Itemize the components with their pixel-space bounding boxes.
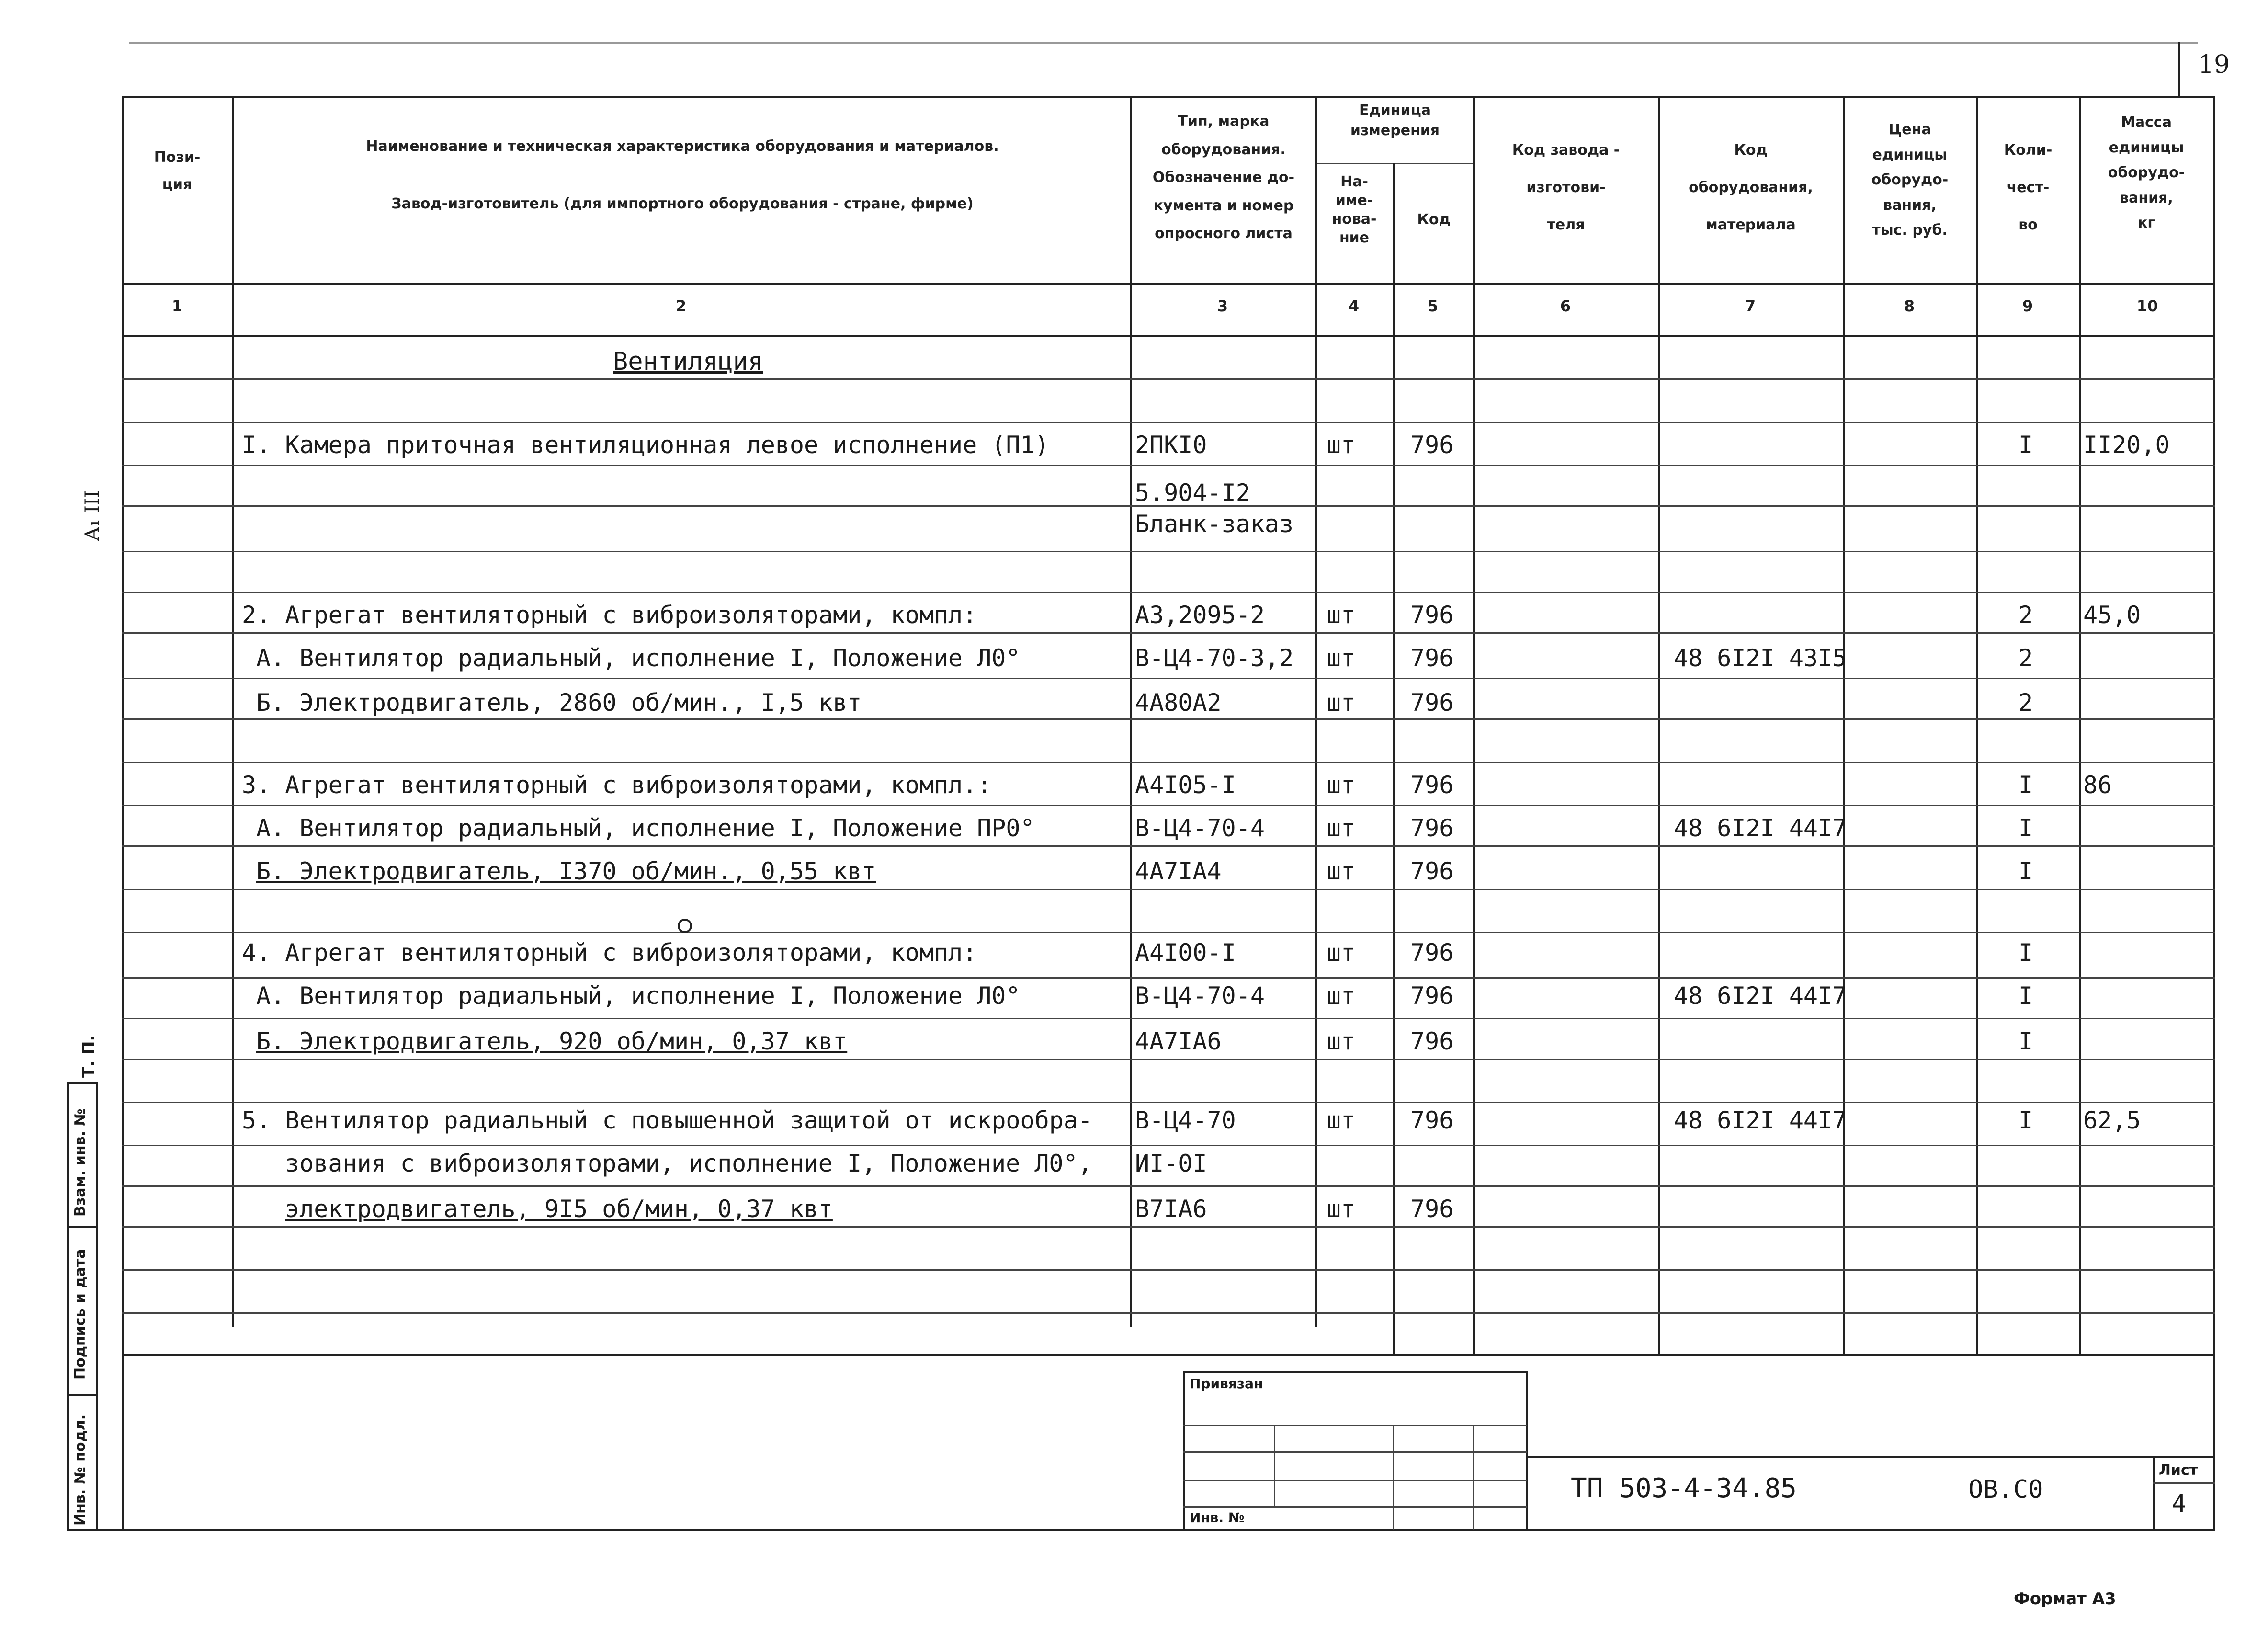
header-unit-name: На- име- нова- ние: [1332, 173, 1377, 246]
item-unit: шт: [1327, 601, 1356, 629]
row-line: [122, 1185, 2215, 1187]
column-number: 8: [1904, 297, 1915, 315]
header-unit-code: Код: [1417, 211, 1451, 228]
sheet-box-left: [2153, 1456, 2155, 1530]
sheet-number: 19: [2198, 50, 2230, 79]
top-edge-line: [129, 42, 2198, 44]
row-line: [122, 1018, 2215, 1019]
stamp-replaced-inv: Взам. инв. №: [72, 1108, 89, 1217]
header-position: Пози- ция: [154, 149, 201, 193]
column-number: 3: [1217, 297, 1228, 315]
item-type: ИI-0I: [1135, 1150, 1207, 1177]
item-unit: шт: [1327, 1027, 1356, 1055]
item-quantity: I: [2019, 814, 2033, 842]
item-unit: шт: [1327, 1195, 1356, 1223]
item-unit: шт: [1327, 857, 1356, 885]
item-quantity: 2: [2019, 689, 2033, 717]
row-line: [122, 592, 2215, 593]
row-line: [122, 1312, 2215, 1314]
item-quantity: 2: [2019, 601, 2033, 629]
col-divider-3: [1315, 96, 1317, 1327]
row-line: [122, 1269, 2215, 1271]
item-name: зования с виброизоляторами, исполнение I, Положение Л0°,: [285, 1150, 1092, 1177]
table-bottom-border: [67, 1529, 2215, 1531]
binding-col-1: [1274, 1425, 1275, 1506]
col-divider-8: [1976, 96, 1978, 1356]
item-unit: шт: [1327, 689, 1356, 717]
row-line: [122, 465, 2215, 466]
item-quantity: I: [2019, 1027, 2033, 1055]
item-name: Б. Электродвигатель, 2860 об/мин., I,5 квт: [256, 689, 862, 717]
binding-col-3: [1473, 1425, 1474, 1530]
binding-col-2: [1393, 1425, 1394, 1530]
item-type: В7IА6: [1135, 1195, 1207, 1223]
item-unit-code: 796: [1410, 982, 1454, 1010]
document-code: ТП 503-4-34.85: [1571, 1473, 1797, 1504]
format-label: Формат А3: [2014, 1589, 2116, 1608]
row-line: [122, 1059, 2215, 1060]
col-divider-6: [1658, 96, 1660, 1356]
row-line: [122, 977, 2215, 979]
row-line: [122, 805, 2215, 806]
item-name: 5. Вентилятор радиальный с повышенной защитой от искрообра-: [242, 1106, 1093, 1134]
item-unit-code: 796: [1410, 601, 1454, 629]
item-mass: 86: [2083, 771, 2112, 799]
item-unit: шт: [1327, 431, 1356, 459]
item-name: А. Вентилятор радиальный, исполнение I, Положение ПР0°: [256, 814, 1035, 842]
table-right-border: [2213, 96, 2215, 1530]
col-divider-9: [2079, 96, 2081, 1356]
row-line: [122, 845, 2215, 847]
item-unit-code: 796: [1410, 1195, 1454, 1223]
item-unit-code: 796: [1410, 939, 1454, 967]
item-name: А. Вентилятор радиальный, исполнение I, Положение Л0°: [256, 982, 1021, 1010]
sheet-number-divider: [2178, 42, 2180, 97]
item-unit-code: 796: [1410, 814, 1454, 842]
header-quantity: Коли- чест- во: [2004, 142, 2053, 233]
item-unit: шт: [1327, 1106, 1356, 1134]
body-bottom-line: [122, 1354, 2215, 1356]
item-quantity: I: [2019, 939, 2033, 967]
item-mass: 45,0: [2083, 601, 2141, 629]
row-line: [122, 1102, 2215, 1103]
stamp-signature-date: Подпись и дата: [72, 1249, 89, 1379]
item-name: Б. Электродвигатель, I370 об/мин., 0,55 квт: [256, 857, 876, 885]
item-quantity: 2: [2019, 644, 2033, 672]
section-code: ОВ.С0: [1968, 1475, 2043, 1504]
column-number: 2: [675, 297, 687, 315]
col-divider-5: [1473, 96, 1475, 1356]
stamp-line-2: [67, 1394, 98, 1396]
item-name: электродвигатель, 9I5 об/мин, 0,37 квт: [285, 1195, 833, 1223]
binding-row-3: [1183, 1480, 1527, 1481]
binding-box-top: [1183, 1371, 1527, 1373]
item-type: 4А7IА4: [1135, 857, 1222, 885]
col-divider-7: [1843, 96, 1845, 1356]
item-quantity: I: [2019, 857, 2033, 885]
row-line: [122, 1226, 2215, 1228]
stamp-inv-podl: Инв. № подл.: [72, 1414, 89, 1526]
item-equipment-code: 48 6I2I 43I5: [1674, 644, 1847, 672]
item-quantity: I: [2019, 771, 2033, 799]
item-unit: шт: [1327, 771, 1356, 799]
item-type: 4А80А2: [1135, 689, 1222, 717]
header-price: Цена единицы оборудо- вания, тыс. руб.: [1871, 121, 1949, 239]
item-unit-code: 796: [1410, 857, 1454, 885]
column-number: 6: [1560, 297, 1571, 315]
header-name-line2: Завод-изготовитель (для импортного оборудования - стране, фирме): [391, 195, 974, 212]
column-number: 10: [2136, 297, 2158, 315]
table-left-border: [122, 96, 124, 1530]
sheet-number-value: 4: [2172, 1490, 2187, 1517]
section-title: Вентиляция: [613, 347, 763, 376]
item-unit-code: 796: [1410, 689, 1454, 717]
item-equipment-code: 48 6I2I 44I7: [1674, 814, 1847, 842]
stamp-line-1: [67, 1226, 98, 1228]
item-unit-code: 796: [1410, 644, 1454, 672]
row-line: [122, 422, 2215, 423]
header-bottom-line: [122, 283, 2215, 285]
column-number: 1: [171, 297, 183, 315]
row-line: [122, 718, 2215, 720]
sheet-box-mid: [2153, 1482, 2215, 1484]
stamp-left-border: [67, 1082, 69, 1530]
row-line: [122, 889, 2215, 890]
ink-circle-mark: [678, 919, 692, 933]
margin-mark: А₁ III: [81, 490, 103, 541]
row-line: [122, 551, 2215, 552]
row-line: [122, 632, 2215, 634]
row-line: [122, 378, 2215, 380]
item-name: 3. Агрегат вентиляторный с виброизоляторами, компл.:: [242, 771, 992, 799]
item-unit: шт: [1327, 939, 1356, 967]
sheet-label: Лист: [2159, 1462, 2198, 1479]
item-quantity: I: [2019, 431, 2033, 459]
item-mass: 62,5: [2083, 1106, 2141, 1134]
stamp-inner-border: [96, 1082, 98, 1530]
item-quantity: I: [2019, 1106, 2033, 1134]
item-type: В-Ц4-70-4: [1135, 814, 1265, 842]
item-type: А3,2095-2: [1135, 601, 1265, 629]
stamp-tp: Т. П.: [79, 1035, 98, 1078]
header-mass: Масса единицы оборудо- вания, кг: [2108, 114, 2185, 231]
column-number: 7: [1745, 297, 1756, 315]
item-unit-code: 796: [1410, 431, 1454, 459]
item-type: В-Ц4-70-3,2: [1135, 644, 1294, 672]
item-type: 5.904-I2: [1135, 479, 1250, 507]
item-unit: шт: [1327, 644, 1356, 672]
item-type: В-Ц4-70: [1135, 1106, 1236, 1134]
header-name-line1: Наименование и техническая характеристика оборудования и материалов.: [366, 138, 999, 155]
binding-row-2: [1183, 1451, 1527, 1453]
col-divider-2: [1130, 96, 1132, 1327]
stamp-top-line: [67, 1082, 98, 1084]
item-type: В-Ц4-70-4: [1135, 982, 1265, 1010]
column-number: 5: [1427, 297, 1439, 315]
row-line: [122, 932, 2215, 933]
item-unit: шт: [1327, 814, 1356, 842]
inventory-label: Инв. №: [1190, 1510, 1245, 1526]
col-divider-1: [232, 96, 234, 1327]
binding-label: Привязан: [1190, 1376, 1263, 1391]
header-type: Тип, марка оборудования. Обозначение до- кумента и номер опросного листа: [1152, 113, 1295, 242]
item-quantity: I: [2019, 982, 2033, 1010]
item-type: Бланк-заказ: [1135, 510, 1294, 538]
header-unit: Единица измерения: [1350, 102, 1440, 139]
item-equipment-code: 48 6I2I 44I7: [1674, 1106, 1847, 1134]
item-unit-code: 796: [1410, 1027, 1454, 1055]
item-type: 4А7IА6: [1135, 1027, 1222, 1055]
table-top-border: [122, 96, 2215, 98]
item-unit-code: 796: [1410, 1106, 1454, 1134]
title-top-line: [1526, 1456, 2215, 1458]
item-name: I. Камера приточная вентиляционная левое исполнение (П1): [242, 431, 1049, 459]
item-type: 2ПКI0: [1135, 431, 1207, 459]
item-name: А. Вентилятор радиальный, исполнение I, Положение Л0°: [256, 644, 1021, 672]
row-line: [122, 1145, 2215, 1146]
item-unit: шт: [1327, 982, 1356, 1010]
col-divider-4: [1393, 163, 1395, 1356]
item-name: 4. Агрегат вентиляторный с виброизоляторами, компл:: [242, 939, 977, 967]
column-number: 9: [2022, 297, 2033, 315]
row-line: [122, 762, 2215, 763]
header-equipment-code: Код оборудования, материала: [1689, 142, 1813, 233]
item-name: 2. Агрегат вентиляторный с виброизоляторами, компл:: [242, 601, 977, 629]
header-factory-code: Код завода - изготови- теля: [1512, 142, 1620, 233]
binding-row-1: [1183, 1425, 1527, 1426]
item-type: А4I00-I: [1135, 939, 1236, 967]
item-name: Б. Электродвигатель, 920 об/мин, 0,37 квт: [256, 1027, 848, 1055]
item-equipment-code: 48 6I2I 44I7: [1674, 982, 1847, 1010]
column-number-line: [122, 335, 2215, 337]
binding-row-4: [1183, 1506, 1527, 1508]
column-number: 4: [1348, 297, 1360, 315]
item-mass: II20,0: [2083, 431, 2170, 459]
item-unit-code: 796: [1410, 771, 1454, 799]
item-type: А4I05-I: [1135, 771, 1236, 799]
row-line: [122, 678, 2215, 679]
